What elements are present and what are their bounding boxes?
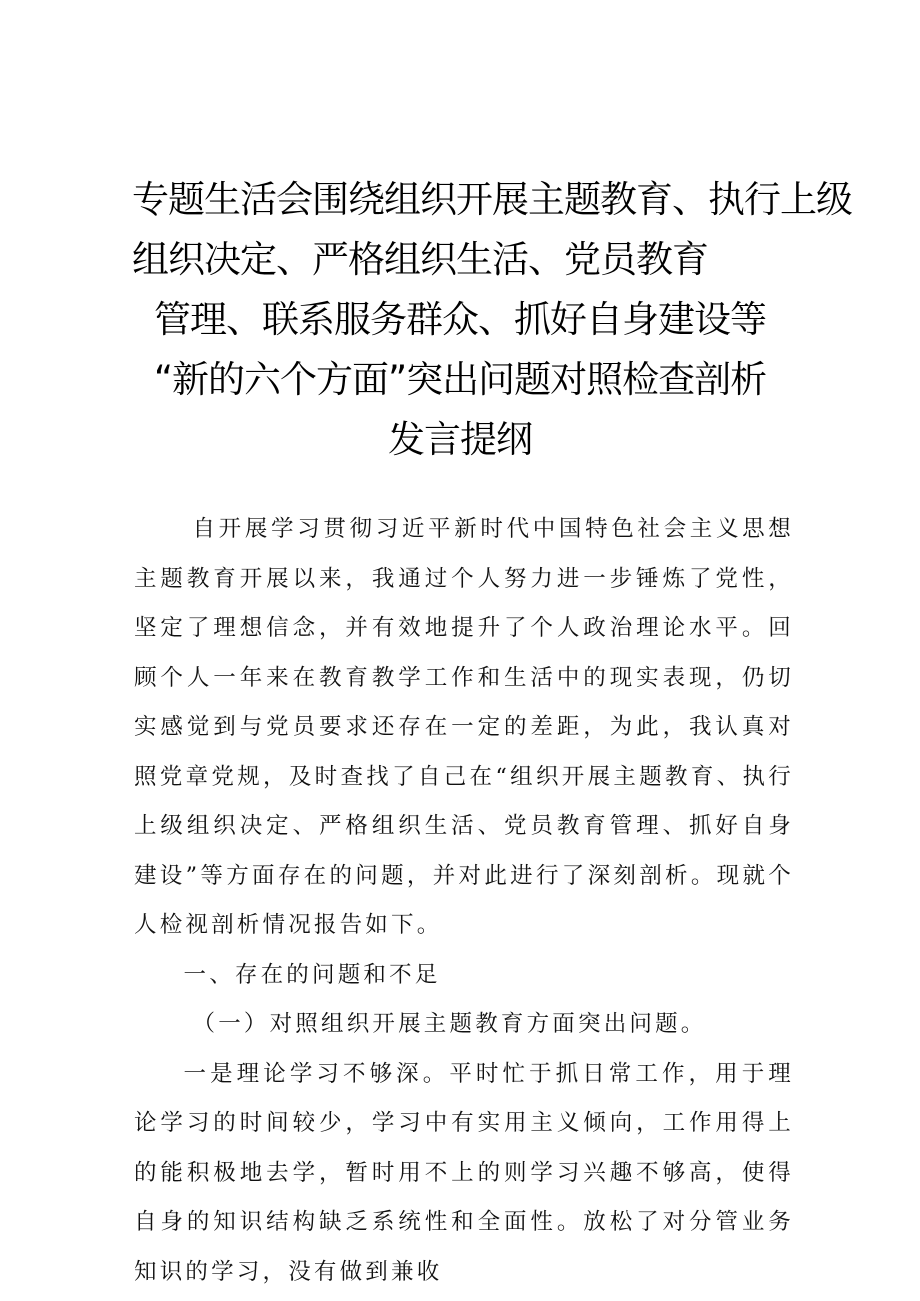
title-line-3: 管理、联系服务群众、抓好自身建设等 — [154, 298, 766, 341]
subsection-heading: （一）对照组织开展主题教育方面突出问题。 — [192, 1011, 707, 1037]
document-title — [120, 170, 852, 470]
title-line-4: “新的六个方面”突出问题对照检查剖析 — [153, 358, 767, 401]
title-line-5: 发言提纲 — [388, 418, 532, 461]
title-line-2: 组织决定、严格组织生活、党员教育 — [132, 238, 708, 281]
document-body — [134, 505, 794, 1297]
intro-paragraph: 自开展学习贯彻习近平新时代中国特色社会主义思想主题教育开展以来，我通过个人努力进一步锤炼了党性，坚定了理想信念，并有效地提升了个人政治理论水平。回顾个人一年来在教育教学工作和生活中的现实表现，仍切实感觉到与党员要求还存在一定的差距，为此，我认真对照党章党规，及时查找了自己在“组织开展主题教育、执行上级组织决定、严格组织生活、党员教育管理、抓好自身建设”等方面存在的问题，并对此进行了深刻剖析。现就个人检视剖析情况报告如下。 — [134, 516, 794, 938]
title-line-1: 专题生活会围绕组织开展主题教育、执行上级 — [132, 178, 852, 221]
section-heading: 一、存在的问题和不足 — [183, 961, 441, 988]
point-paragraph: 一是理论学习不够深。平时忙于抓日常工作，用于理论学习的时间较少，学习中有实用主义倾向，工作用得上的能积极地去学，暂时用不上的则学习兴趣不够高，使得自身的知识结构缺乏系统性和全面性。放松了对分管业务知识的学习，没有做到兼收 — [134, 1060, 794, 1285]
